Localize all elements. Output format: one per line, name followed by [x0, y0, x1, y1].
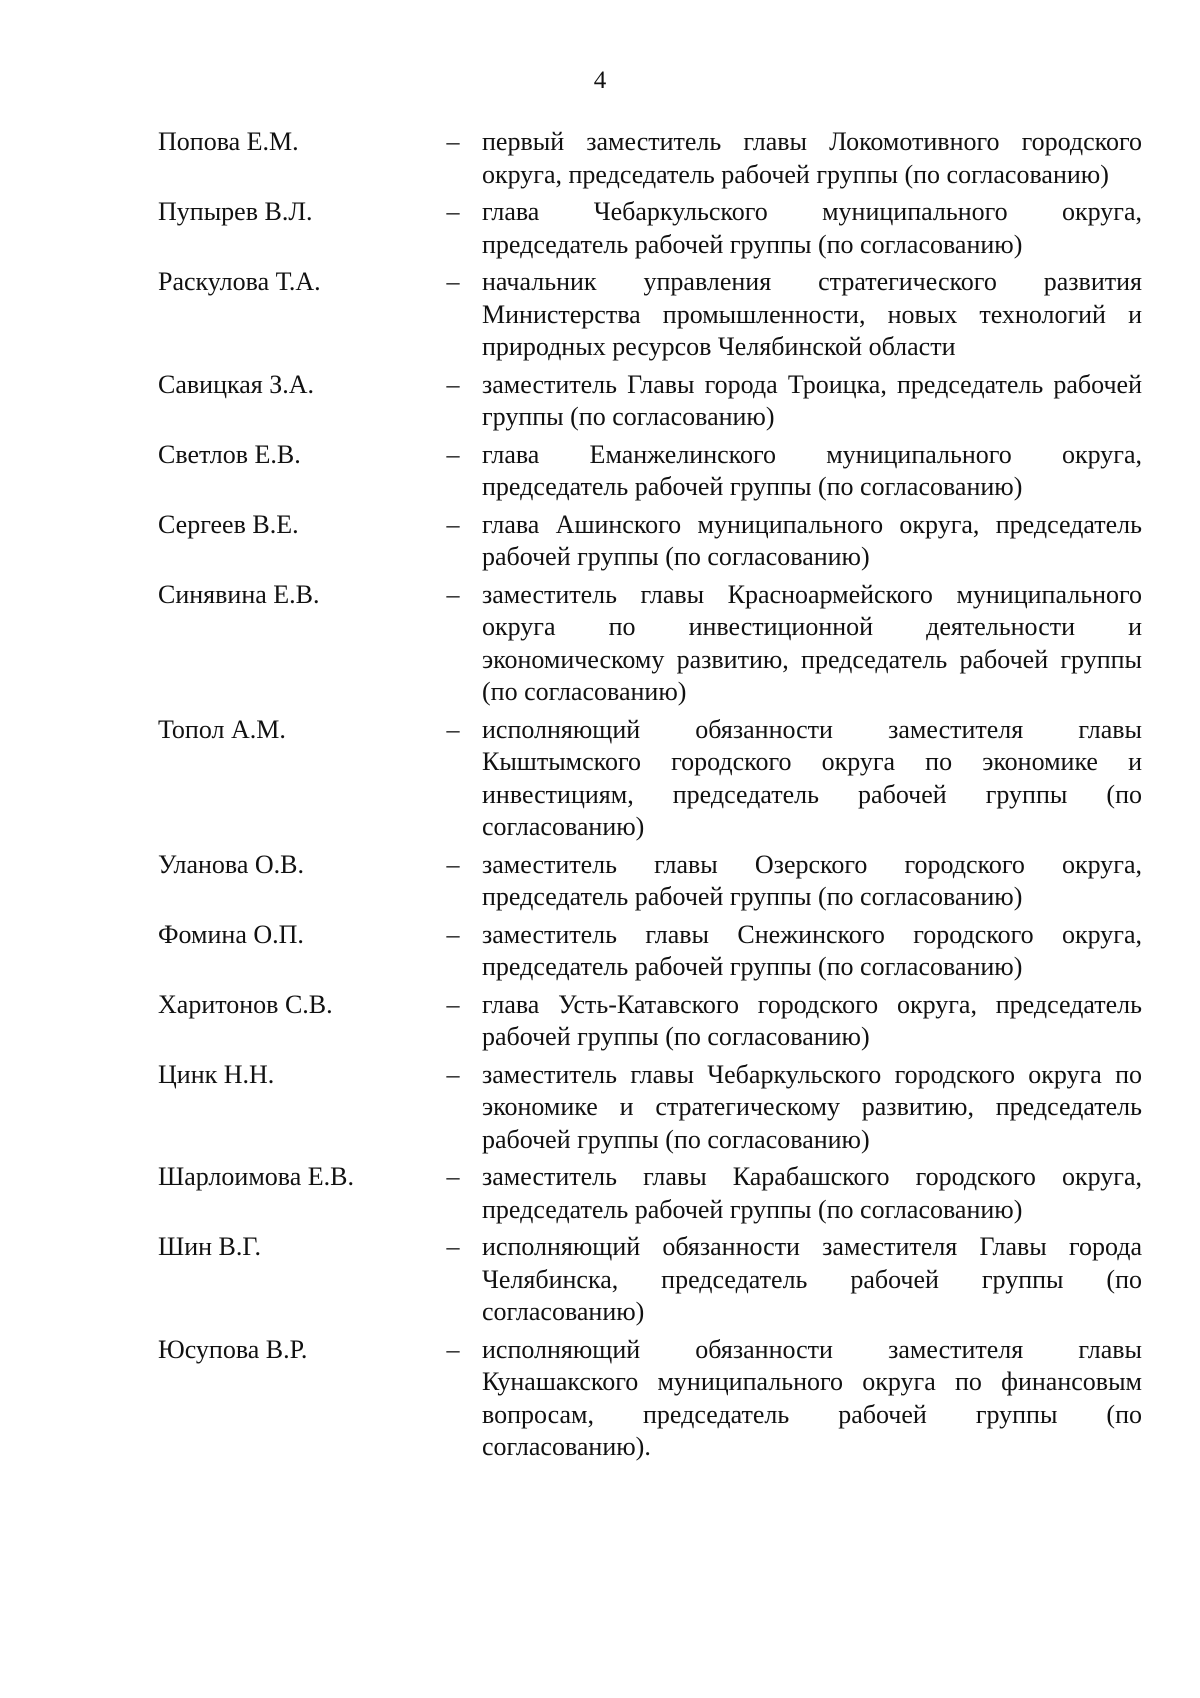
- member-name: Савицкая З.А.: [158, 369, 315, 399]
- dash-separator: –: [446, 989, 460, 1019]
- member-position: заместитель главы Снежинского городского округа, председатель рабочей группы (по согласованию): [482, 919, 1142, 981]
- member-position: глава Чебаркульского муниципального округа, председатель рабочей группы (по согласованию): [482, 197, 1142, 259]
- member-position: заместитель главы Карабашского городского округа, председатель рабочей группы (по согласованию): [482, 1162, 1142, 1224]
- member-position: глава Ашинского муниципального округа, председатель рабочей группы (по согласованию): [482, 509, 1142, 571]
- list-item: [158, 1231, 1150, 1329]
- dash-separator: –: [446, 1232, 460, 1261]
- member-position: первый заместитель главы Локомотивного городского округа, председатель рабочей группы (по согласованию): [482, 127, 1142, 189]
- dash-separator: –: [446, 267, 460, 296]
- member-name: Светлов Е.В.: [158, 439, 301, 469]
- member-position: исполняющий обязанности заместителя Главы города Челябинска, председатель рабочей группы (по согласованию): [482, 1232, 1142, 1326]
- list-item: [158, 1334, 1150, 1464]
- list-item: [158, 266, 1150, 364]
- list-item: [158, 126, 1150, 191]
- dash-separator: –: [446, 714, 460, 744]
- list-item: [158, 579, 1150, 709]
- dash-separator: –: [446, 849, 460, 879]
- dash-separator: –: [446, 1162, 460, 1191]
- member-position: заместитель главы Красноармейского муниципального округа по инвестиционной деятельности и экономическому развитию, председатель рабочей группы (по согласованию): [482, 579, 1142, 706]
- dash-separator: –: [446, 127, 460, 156]
- member-name: Синявина Е.В.: [158, 579, 320, 609]
- list-item: [158, 369, 1150, 434]
- list-item: [158, 919, 1150, 984]
- member-position: исполняющий обязанности заместителя главы Кыштымского городского округа по экономике и инвестициям, председатель рабочей группы (по согласованию): [482, 714, 1142, 841]
- member-name: Раскулова Т.А.: [158, 267, 321, 296]
- member-name: Шин В.Г.: [158, 1232, 261, 1261]
- dash-separator: –: [446, 509, 460, 539]
- page-number: 4: [593, 67, 607, 94]
- member-position: заместитель главы Озерского городского округа, председатель рабочей группы (по согласованию): [482, 849, 1142, 911]
- list-item: [158, 1059, 1150, 1157]
- dash-separator: –: [446, 1059, 460, 1089]
- member-name: Цинк Н.Н.: [158, 1059, 275, 1089]
- member-position: заместитель главы Чебаркульского городского округа по экономике и стратегическому развитию, председатель рабочей группы (по согласованию): [482, 1059, 1142, 1154]
- dash-separator: –: [446, 369, 460, 399]
- member-list: [158, 126, 1150, 1469]
- dash-separator: –: [446, 919, 460, 949]
- member-name: Фомина О.П.: [158, 919, 304, 949]
- member-position: начальник управления стратегического развития Министерства промышленности, новых технологий и природных ресурсов Челябинской области: [482, 267, 1142, 361]
- member-name: Попова Е.М.: [158, 127, 299, 156]
- member-name: Сергеев В.Е.: [158, 509, 299, 539]
- list-item: [158, 1161, 1150, 1226]
- member-name: Топол А.М.: [158, 714, 286, 744]
- member-position: глава Усть-Катавского городского округа, председатель рабочей группы (по согласованию): [482, 989, 1142, 1051]
- member-position: заместитель Главы города Троицка, председатель рабочей группы (по согласованию): [482, 369, 1142, 431]
- list-item: [158, 196, 1150, 261]
- member-position: глава Еманжелинского муниципального округа, председатель рабочей группы (по согласованию): [482, 439, 1142, 501]
- member-name: Шарлоимова Е.В.: [158, 1162, 354, 1191]
- dash-separator: –: [446, 439, 460, 469]
- member-name: Харитонов С.В.: [158, 989, 333, 1019]
- dash-separator: –: [446, 1334, 460, 1364]
- list-item: [158, 439, 1150, 504]
- member-name: Юсупова В.Р.: [158, 1334, 308, 1364]
- list-item: [158, 509, 1150, 574]
- dash-separator: –: [446, 579, 460, 609]
- list-item: [158, 714, 1150, 844]
- member-position: исполняющий обязанности заместителя главы Кунашакского муниципального округа по финансовым вопросам, председатель рабочей группы (по согласованию).: [482, 1334, 1142, 1461]
- member-name: Уланова О.В.: [158, 849, 304, 879]
- member-name: Пупырев В.Л.: [158, 197, 313, 226]
- list-item: [158, 989, 1150, 1054]
- dash-separator: –: [446, 197, 460, 226]
- list-item: [158, 849, 1150, 914]
